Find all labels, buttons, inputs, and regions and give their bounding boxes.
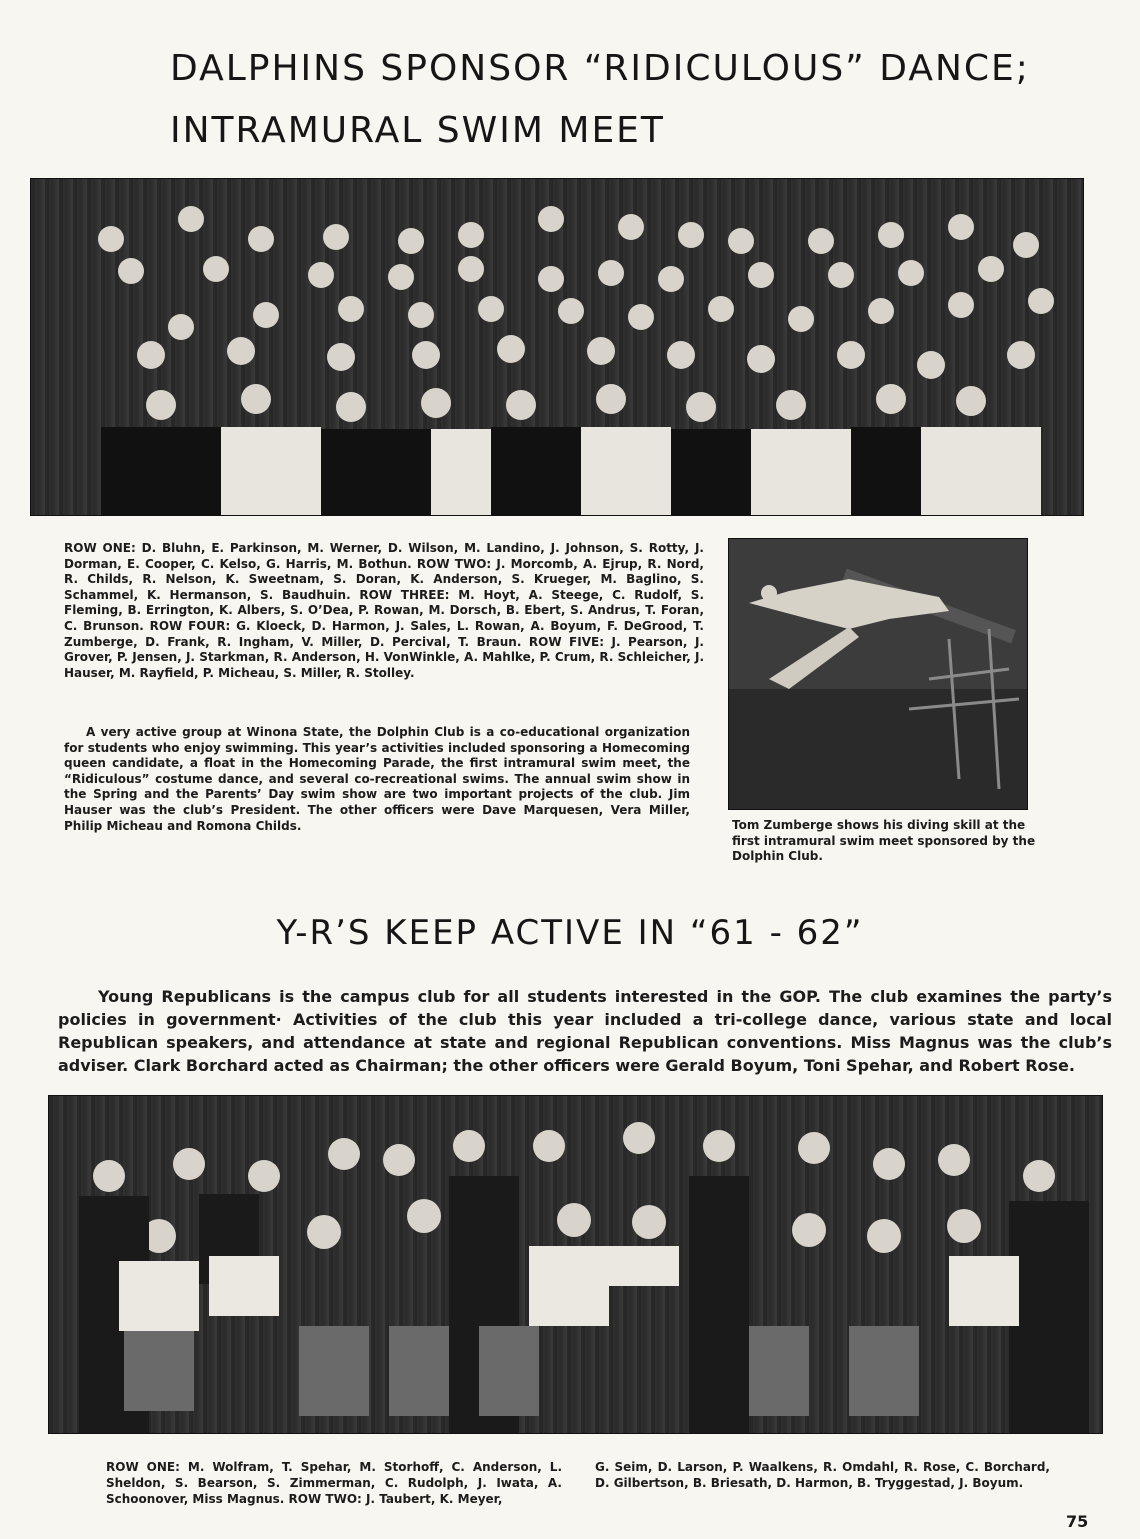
dolphin-club-group-photo: [30, 178, 1084, 516]
dolphin-club-roster: ROW ONE: D. Bluhn, E. Parkinson, M. Werner, D. Wilson, M. Landino, J. Johnson, S. Rotty, J. Dorman, E. Cooper, C. Kelso, G. Harris, M. Bothun. ROW TWO: J. Morcomb, A. Ejrup, R. Nord, R. Childs, R. Nelson, K. Sweetnam, S. Doran, K. Anderson, S. Krueger, M. Baglino, S. Schammel, K. Hermanson, S. Baudhuin. ROW THREE: M. Hoyt, A. Steege, C. Rudolf, S. Fleming, B. Errington, K. Albers, S. O’Dea, P. Rowan, M. Dorsch, B. Ebert, S. Andrus, T. Foran, C. Brunson. ROW FOUR: G. Kloeck, D. Harmon, J. Sales, L. Rowan, A. Boyum, F. DeGrood, T. Zumberge, D. Frank, R. Ingham, V. Miller, D. Percival, T. Braun. ROW FIVE: J. Pearson, J. Grover, P. Jensen, J. Starkman, R. Anderson, H. VonWinkle, A. Mahlke, P. Crum, R. Schleicher, J. Hauser, M. Rayfield, P. Micheau, S. Miller, R. Stolley.: [64, 541, 704, 680]
young-republicans-group-photo: [48, 1095, 1103, 1434]
yr-description: Young Republicans is the campus club for all students interested in the GOP. The club examines the party’s policies in government· Activities of the club this year included a tri-college dance, various state and local Republican speakers, and attendance at state and regional Republican conventions. Miss Magnus was the club’s adviser. Clark Borchard acted as Chairman; the other officers were Gerald Boyum, Toni Spehar, and Robert Rose.: [58, 987, 1112, 1075]
yr-roster-column-1: ROW ONE: M. Wolfram, T. Spehar, M. Storhoff, C. Anderson, L. Sheldon, S. Bearson, S. Zimmerman, C. Rudolph, J. Iwata, A. Schoonover, Miss Magnus. ROW TWO: J. Taubert, K. Meyer,: [106, 1460, 562, 1506]
diver-photo: [728, 538, 1028, 810]
yr-roster-column-2: G. Seim, D. Larson, P. Waalkens, R. Omdahl, R. Rose, C. Borchard, D. Gilbertson, B. Briesath, D. Harmon, B. Tryggestad, J. Boyum.: [595, 1460, 1050, 1490]
page-number: 75: [1066, 1512, 1089, 1531]
diver-caption: Tom Zumberge shows his diving skill at the first intramural swim meet sponsored by the Dolphin Club.: [732, 818, 1036, 864]
headline-line-1: DALPHINS SPONSOR “RIDICULOUS” DANCE;: [170, 48, 1030, 89]
yr-headline: Y-R’S KEEP ACTIVE IN “61 - 62”: [276, 913, 864, 953]
dolphin-club-description: A very active group at Winona State, the Dolphin Club is a co-educational organization for students who enjoy swimming. This year’s activities included sponsoring a Homecoming queen candidate, a float in the Homecoming Parade, the first intramural swim meet, the “Ridiculous” costume dance, and several co-recreational swims. The annual swim show in the Spring and the Parents’ Day swim show are two important projects of the club. Jim Hauser was the club’s President. The other officers were Dave Marquesen, Vera Miller, Philip Micheau and Romona Childs.: [64, 725, 690, 833]
headline-line-2: INTRAMURAL SWIM MEET: [170, 110, 665, 151]
